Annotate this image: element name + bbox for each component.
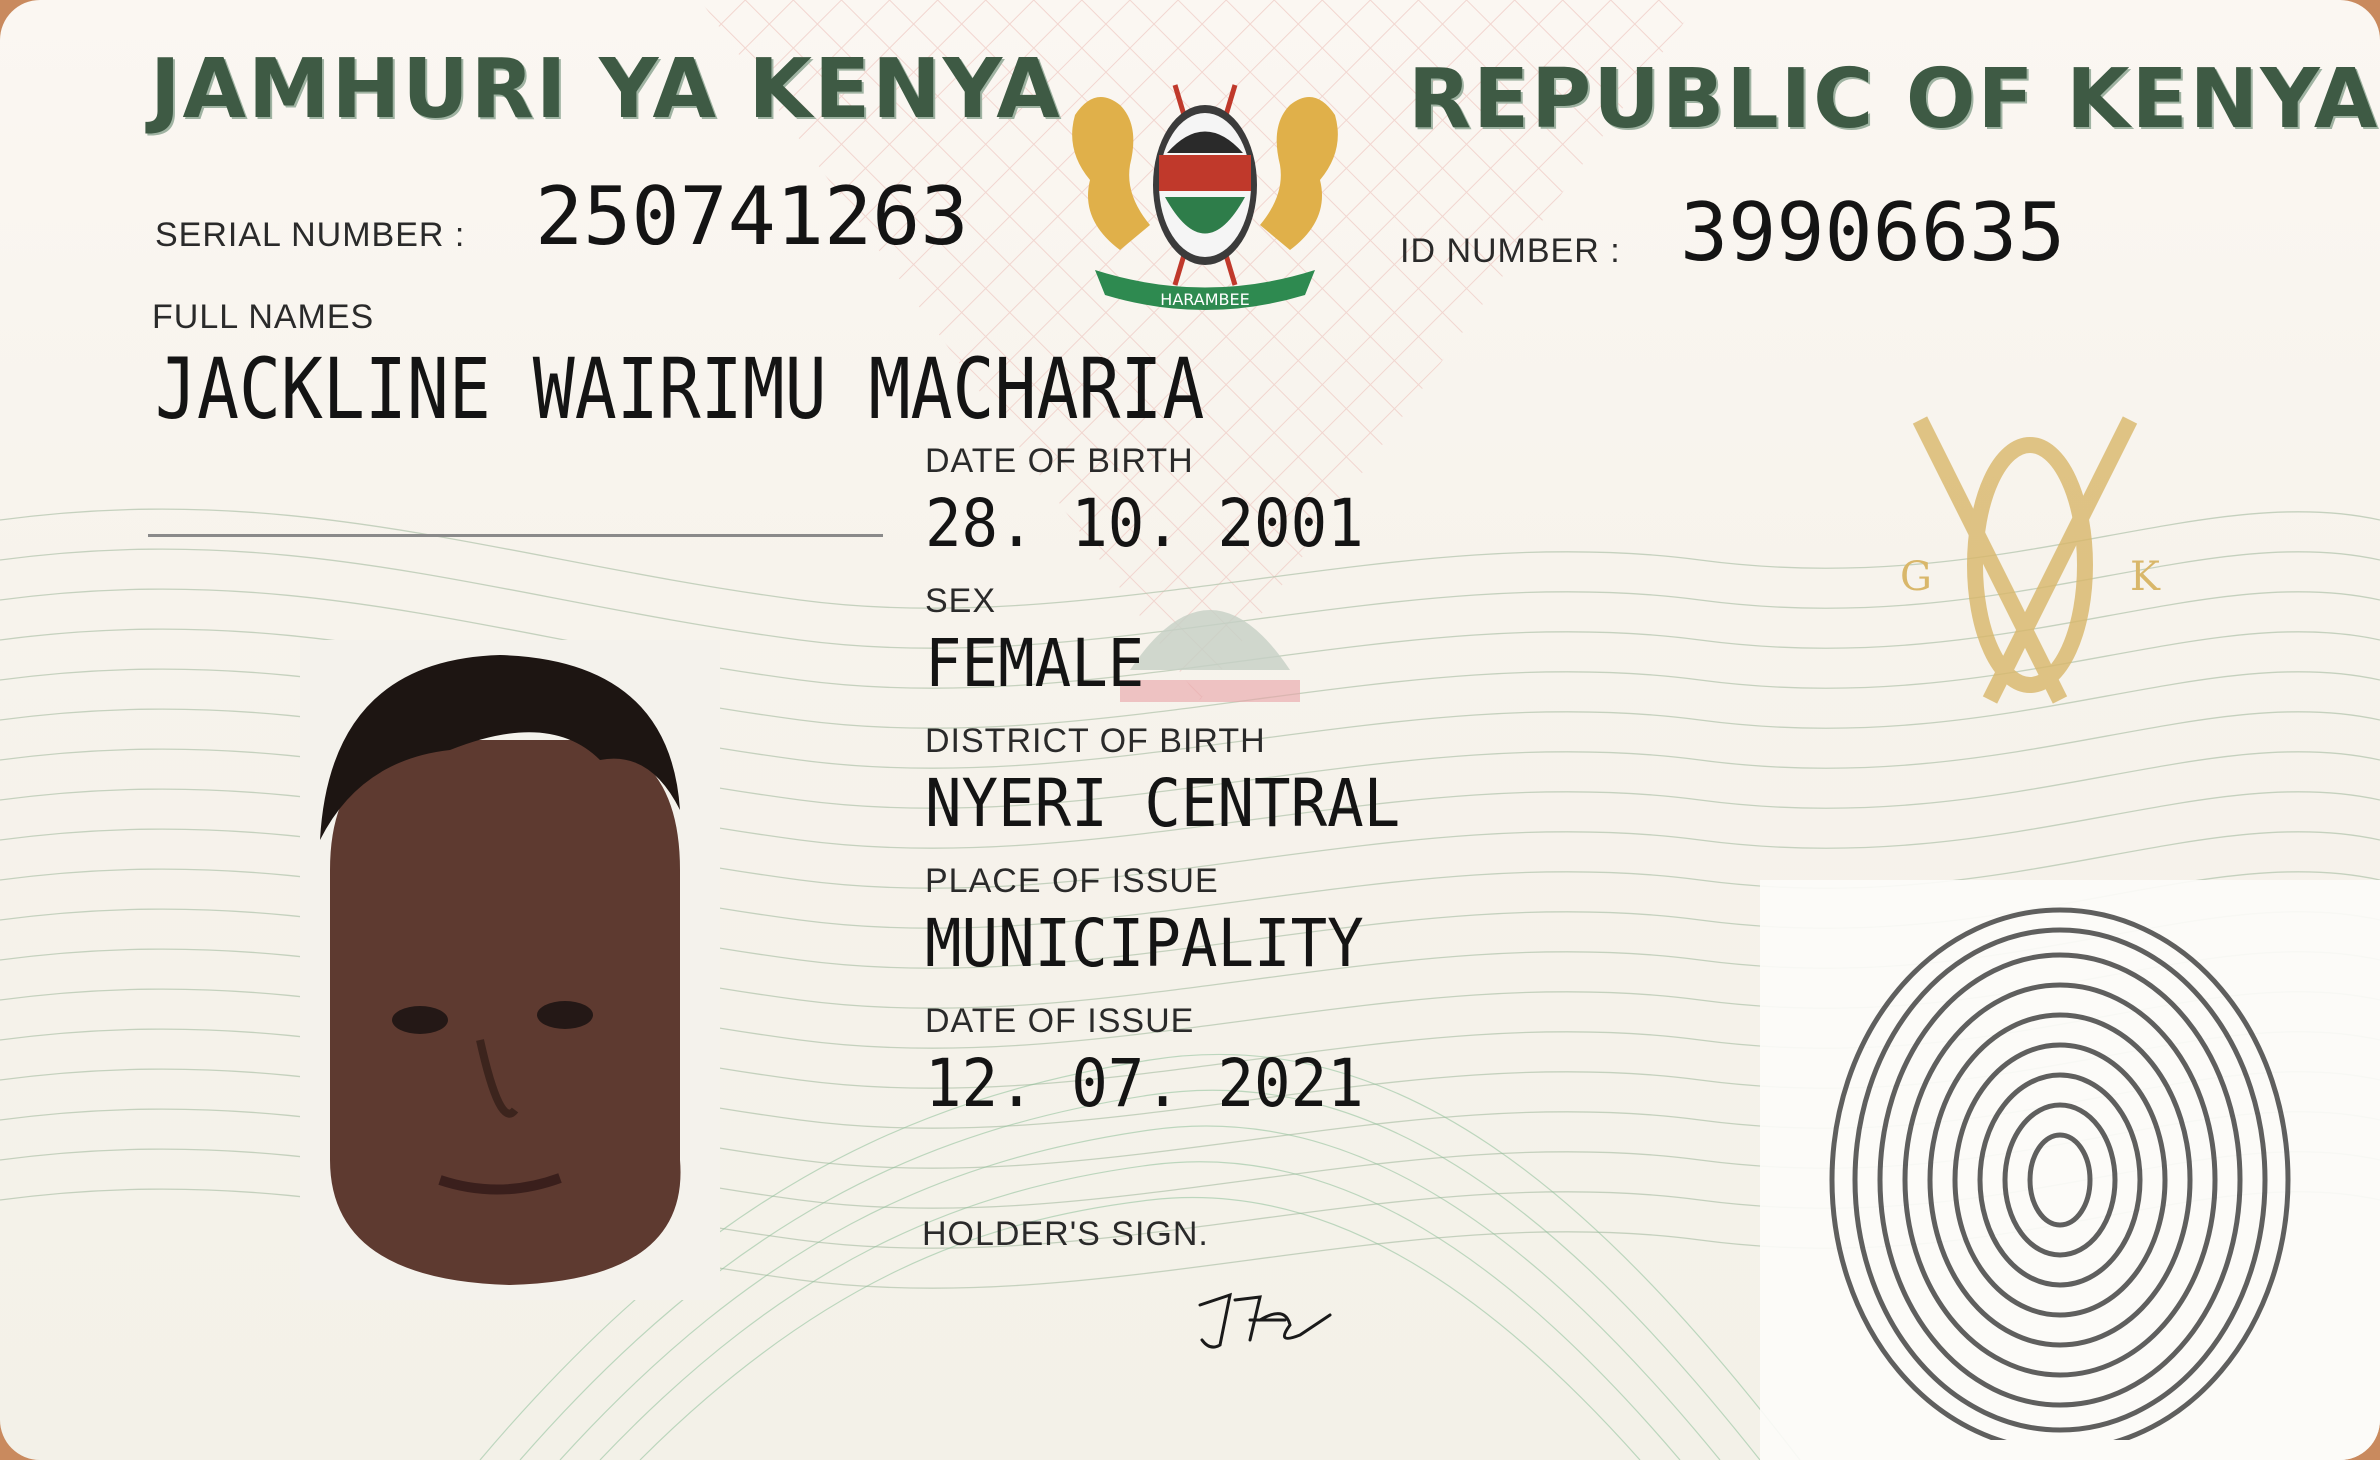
date-of-issue-label: DATE OF ISSUE	[925, 1002, 1195, 1040]
coat-of-arms-motto: HARAMBEE	[1160, 290, 1250, 309]
place-of-issue-label: PLACE OF ISSUE	[925, 862, 1219, 900]
svg-text:K: K	[2130, 554, 2160, 600]
full-names-value: JACKLINE WAIRIMU MACHARIA	[155, 340, 1205, 438]
full-names-label: FULL NAMES	[152, 298, 375, 336]
signature-icon	[1190, 1285, 1340, 1355]
serial-number-label: SERIAL NUMBER :	[155, 216, 466, 254]
name-underline	[148, 534, 883, 537]
date-of-issue-value: 12. 07. 2021	[925, 1045, 1364, 1122]
sex-label: SEX	[925, 582, 997, 620]
date-of-birth-value: 28. 10. 2001	[925, 485, 1364, 562]
svg-text:G: G	[1900, 554, 1932, 600]
place-of-issue-value: MUNICIPALITY	[925, 905, 1364, 982]
header-left-title: JAMHURI YA KENYA	[150, 42, 1062, 137]
id-number-label: ID NUMBER :	[1400, 232, 1621, 270]
portrait-photo	[300, 640, 720, 1300]
id-number-value: 39906635	[1680, 186, 2066, 279]
district-of-birth-value: NYERI CENTRAL	[925, 765, 1401, 842]
district-of-birth-label: DISTRICT OF BIRTH	[925, 722, 1266, 760]
monogram-watermark-icon	[1880, 400, 2180, 730]
serial-number-value: 250741263	[535, 170, 969, 263]
coat-of-arms-icon	[1055, 55, 1355, 325]
fingerprint-icon	[1760, 880, 2320, 1440]
date-of-birth-label: DATE OF BIRTH	[925, 442, 1194, 480]
holders-sign-label: HOLDER'S SIGN.	[922, 1215, 1209, 1253]
header-right-title: REPUBLIC OF KENYA	[1408, 52, 2380, 147]
sex-value: FEMALE	[925, 625, 1145, 702]
